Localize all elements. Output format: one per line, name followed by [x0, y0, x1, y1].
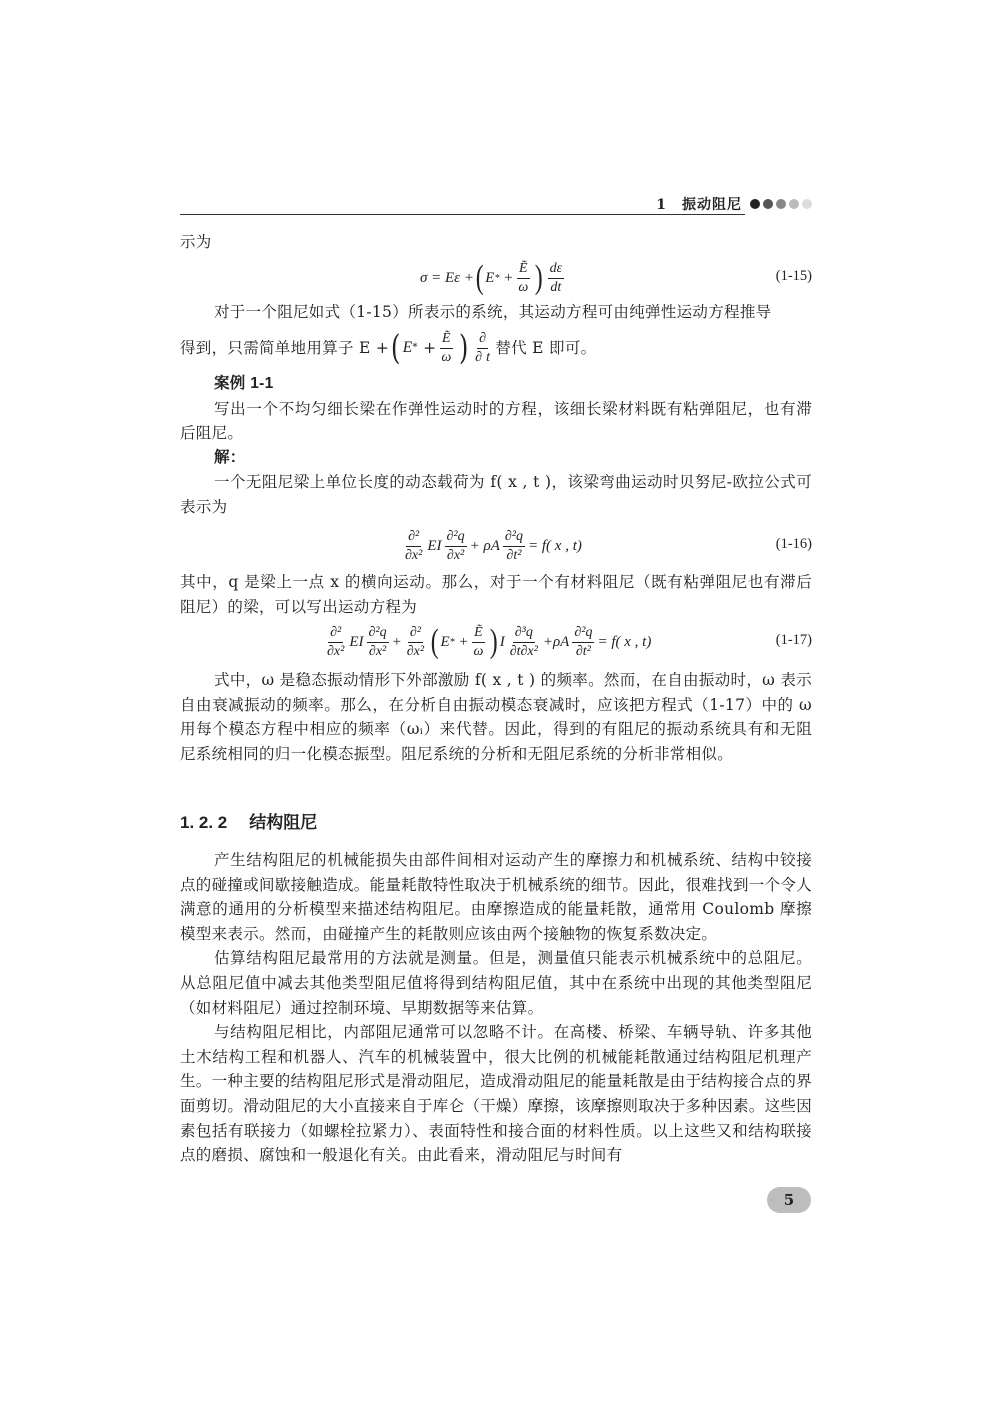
case-title: 案例 1-1: [214, 375, 274, 392]
paragraph-6: 估算结构阻尼最常用的方法就是测量。但是，测量值只能表示机械系统中的总阻尼。从总阻尼值中减去其他类型阻尼值将得到结构阻尼值，其中在系统中出现的其他类型阻尼（如材料阻尼）通过控制环境、早期数据等来估算。: [180, 949, 812, 1017]
header-dot: [789, 199, 799, 209]
paragraph-3: 其中，q 是梁上一点 x 的横向运动。那么，对于一个有材料阻尼（既有粘弹阻尼也有滞后阻尼）的梁，可以写出运动方程为: [180, 573, 812, 616]
page-number: 5: [767, 1187, 811, 1213]
section-body: [180, 848, 812, 1168]
chapter-title: 1 振动阻尼: [656, 197, 742, 213]
paragraph-1: 对于一个阻尼如式（1-15）所表示的系统，其运动方程可由纯弹性运动方程推导: [214, 303, 772, 321]
paragraph-1-operator: 得到，只需简单地用算子 E + ( E * + $\frac{\text{Ẽ}}{\omega}$ ) $\frac{\partial}{\partial t}$ 替代 E 即可。: [180, 328, 597, 368]
equation-1-17: $\frac{\text{∂²}}{\text{∂x²}}$ EI $\frac{\text{∂²q}}{\text{∂x²}}$ + $\frac{\text{∂²}}{\text{∂x²}}$ ( E * + $\frac{\text{Ẽ}}{\omega}$ ) I $\frac{\text{∂³q}}{\text{∂t∂x²}}$ +ρA $\frac{\text{∂²q}}{\text{∂t²}}$ = f( x , t) (1-17): [327, 623, 812, 660]
header-dot: [763, 199, 773, 209]
header-rule: [180, 214, 745, 215]
paragraph-2: 一个无阻尼梁上单位长度的动态载荷为 f( x , t )，该梁弯曲运动时贝努尼-欧拉公式可表示为: [180, 473, 812, 516]
case-body: 写出一个不均匀细长梁在作弹性运动时的方程，该细长梁材料既有粘弹阻尼，也有滞后阻尼。: [180, 399, 812, 443]
section-title: 结构阻尼: [249, 813, 318, 832]
running-header: [180, 194, 812, 216]
intro-text: 示为: [180, 233, 212, 251]
header-dots: [750, 199, 812, 209]
section-heading: [180, 808, 317, 833]
equation-1-15: σ = Eε + ( E * + $\frac{\text{Ẽ}}{\omega}$ ) $\frac{d\varepsilon}{dt}$ (1-15): [420, 259, 812, 296]
section-number: 1. 2. 2: [180, 813, 228, 832]
header-dot: [776, 199, 786, 209]
paragraph-4: 式中，ω 是稳态振动情形下外部激励 f( x , t ) 的频率。然而，在自由振动时，ω 表示自由衰减振动的频率。那么，在分析自由振动模态衰减时，应该把方程式（1-17）中的 ω 用每个模态方程中相应的频率（ωᵢ）来代替。因此，得到的有阻尼的振动系统具有和无阻尼系统相同的归一化模态振型。阻尼系统的分析和无阻尼系统的分析非常相似。: [180, 671, 812, 763]
paragraph-5: 产生结构阻尼的机械能损失由部件间相对运动产生的摩擦力和机械系统、结构中铰接点的碰撞或间歇接触造成。能量耗散特性取决于机械系统的细节。因此，很难找到一个令人满意的通用的分析模型来描述结构阻尼。由摩擦造成的能量耗散，通常用 Coulomb 摩擦模型来表示。然而，由碰撞产生的耗散则应该由两个接触物的恢复系数决定。: [180, 851, 813, 943]
header-dot: [750, 199, 760, 209]
header-dot: [802, 199, 812, 209]
solution-label: 解：: [214, 448, 246, 466]
paragraph-7: 与结构阻尼相比，内部阻尼通常可以忽略不计。在高楼、桥梁、车辆导轨、许多其他土木结构工程和机器人、汽车的机械装置中，很大比例的机械能耗散通过结构阻尼机理产生。一种主要的结构阻尼形式是滑动阻尼，造成滑动阻尼的能量耗散是由于结构接合点的界面剪切。滑动阻尼的大小直接来自于库仑（干燥）摩擦，该摩擦则取决于多种因素。这些因素包括有联接力（如螺栓拉紧力）、表面特性和接合面的材料性质。以上这些又和结构联接点的磨损、腐蚀和一般退化有关。由此看来，滑动阻尼与时间有: [180, 1023, 813, 1165]
case-block: [180, 372, 812, 520]
equation-1-16: $\frac{\text{∂²}}{\text{∂x²}}$ EI $\frac{\text{∂²q}}{\text{∂x²}}$ + ρA $\frac{\text{∂²q}}{\text{∂t²}}$ = f( x , t) (1-16): [405, 528, 812, 563]
